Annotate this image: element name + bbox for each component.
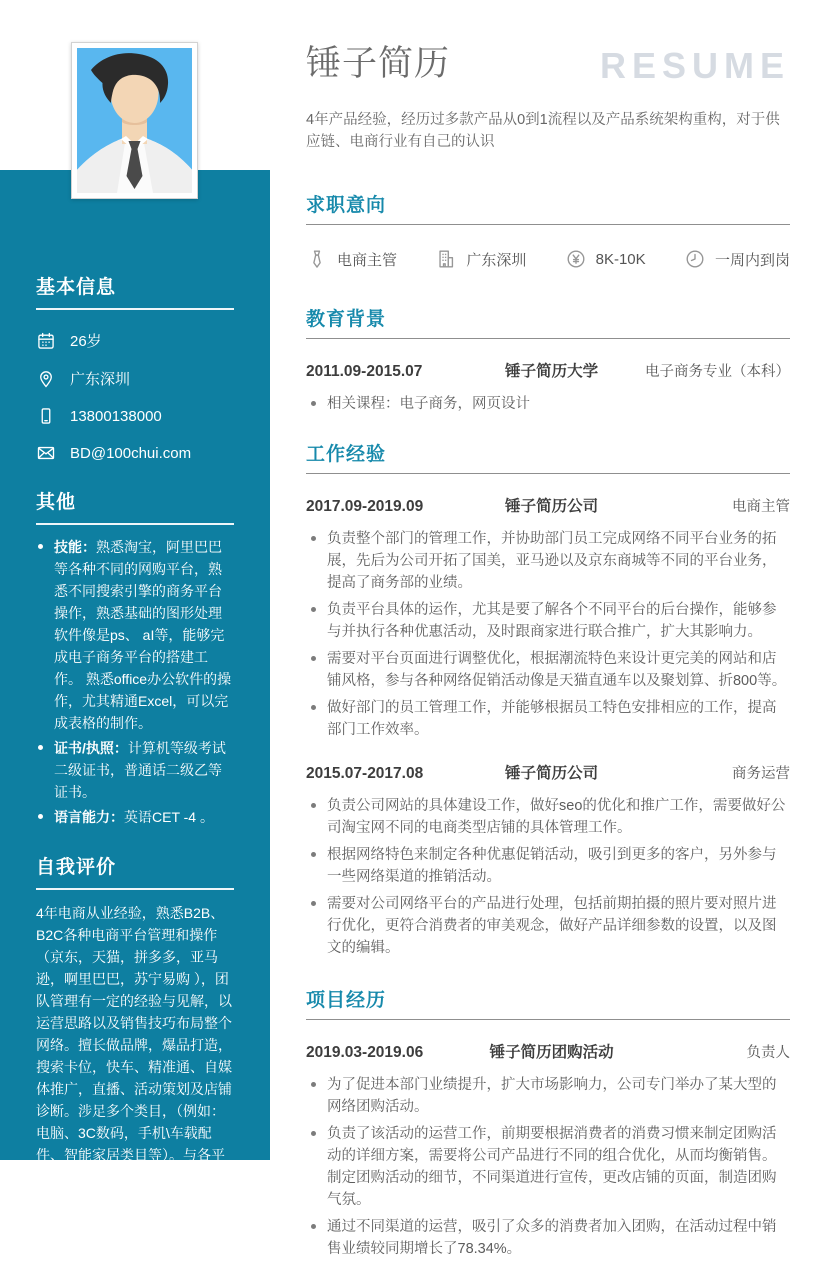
section-education [306,304,790,415]
entry-bullets [306,795,790,959]
intent-position-text: 电商主管 [337,251,398,269]
entry-major: 电子商务专业（本科） [645,364,790,380]
work-title: 工作经验 [306,439,790,474]
bullet: 负责了该活动的运营工作，前期要根据消费者的消费习惯来制定团购活动的详细方案，需要将公司产品进行不同的组合优化，从而均衡销售。制定团购活动的细节，不同渠道进行宣传，更改店铺的页面，制造团购气氛。 [306,1123,790,1211]
entry-head [306,761,790,783]
education-entry [306,359,790,415]
other-item-text: 英语CET -4 。 [124,809,214,825]
intent-salary [565,248,646,270]
resume-watermark: RESUME [599,45,790,86]
avatar [77,48,192,193]
main-column [270,0,820,1265]
project-entry [306,1040,790,1260]
self-evaluation-title: 自我评价 [36,852,234,890]
phone-icon [36,406,56,426]
entry-project-name: 锤子简历团购活动 [489,1044,614,1061]
info-item-phone [36,406,234,426]
building-icon [435,248,457,270]
tie-icon [306,248,328,270]
entry-period: 2017.09-2019.09 [306,498,424,515]
basic-info-list [36,330,234,463]
job-intent-title: 求职意向 [306,190,790,225]
other-item-label: 技能： [54,539,96,555]
entry-company: 锤子简历公司 [505,498,599,515]
other-item-text: 熟悉淘宝，阿里巴巴等各种不同的网购平台，熟悉不同搜索引擎的商务平台操作，熟悉基础的图形处理软件像是ps、 aI等，能够完成电子商务平台的搭建工作。 熟悉office办公软件的操作，尤其精通Excel，可以完成表格的制作。 [54,539,232,731]
entry-bullets [306,1074,790,1260]
entry-head [306,494,790,516]
entry-role: 电商主管 [732,499,790,515]
job-intent-row [306,248,790,270]
section-work-experience [306,439,790,959]
entry-role: 负责人 [746,1045,790,1061]
intent-city [435,248,526,270]
location-icon [36,369,56,389]
section-job-intent [306,190,790,270]
sidebar-section-other [36,487,234,828]
bullet: 负责公司网站的具体建设工作，做好seo的优化和推广工作，需要做好公司淘宝网不同的电商类型店铺的具体管理工作。 [306,795,790,839]
entry-period: 2015.07-2017.08 [306,765,424,782]
info-item-age [36,330,234,351]
intent-salary-text: 8K-10K [595,250,646,268]
mail-icon [36,443,56,463]
info-item-email [36,443,234,463]
other-list [36,536,234,828]
bullet: 负责平台具体的运作，尤其是要了解各个不同平台的后台操作，能够参与并执行各种优惠活动，及时跟商家进行联合推广，扩大其影响力。 [306,599,790,643]
info-item-location [36,368,234,389]
profile-photo [71,42,198,199]
header-row [306,46,790,84]
intent-position [306,248,397,270]
entry-role: 商务运营 [732,766,790,782]
other-item-skill [36,536,234,734]
sidebar-section-basic-info [36,272,234,463]
work-entry-1 [306,494,790,741]
project-title: 项目经历 [306,985,790,1020]
other-item-text: 计算机等级考试二级证书，普通话二级乙等证书。 [54,740,226,800]
bullet: 通过不同渠道的运营，吸引了众多的消费者加入团购，在活动过程中销售业绩较同期增长了78.34%。 [306,1216,790,1260]
email-text: BD@100chui.com [70,444,192,462]
entry-head [306,359,790,381]
entry-company: 锤子简历公司 [505,765,599,782]
location-text: 广东深圳 [70,371,131,388]
entry-bullets [306,393,790,415]
entry-period: 2011.09-2015.07 [306,363,423,380]
other-title: 其他 [36,487,234,525]
age-text: 26岁 [70,333,102,350]
basic-info-title: 基本信息 [36,272,234,310]
entry-school: 锤子简历大学 [505,363,599,380]
section-project-experience [306,985,790,1260]
education-title: 教育背景 [306,304,790,339]
sidebar-section-self-evaluation [36,852,234,1188]
bullet: 为了促进本部门业绩提升，扩大市场影响力，公司专门举办了某大型的网络团购活动。 [306,1074,790,1118]
intent-availability-text: 一周内到岗 [714,251,790,269]
intent-city-text: 广东深圳 [466,251,527,269]
other-item-language [36,806,234,828]
other-item-label: 语言能力： [54,809,124,825]
salary-icon [565,248,587,270]
bullet: 相关课程：电子商务，网页设计 [306,393,790,415]
page-title: 锤子简历 [306,44,451,83]
bullet: 需要对平台页面进行调整优化，根据潮流特色来设计更完美的网站和店铺风格，参与各种网络促销活动像是天猫直通车以及聚划算、折800等。 [306,648,790,692]
entry-bullets [306,528,790,741]
work-entry-2 [306,761,790,959]
other-item-cert [36,737,234,803]
sidebar [0,170,270,1185]
intent-availability [684,248,790,270]
phone-text: 13800138000 [70,407,162,425]
bullet: 负责整个部门的管理工作，并协助部门员工完成网络不同平台业务的拓展，先后为公司开拓了国美，亚马逊以及京东商城等不同的平台业务，提高了商务部的业绩。 [306,528,790,594]
entry-period: 2019.03-2019.06 [306,1044,424,1061]
self-evaluation-text: 4年电商从业经验，熟悉B2B、B2C各种电商平台管理和操作（京东，天猫，拼多多，亚马逊，啊里巴巴，苏宁易购 ），团队管理有一定的经验与见解，以运营思路以及销售技巧布局整个网络。擅长做品牌，爆品打造，搜索卡位，快车、精准通、自媒体推广，直播、活动策划及店铺诊断。涉足多个类目，（例如：电脑、3C数码，手机\车载配件、智能家居类目等）。与各平台对接小二关系良好。 [36,905,232,1185]
bullet: 需要对公司网络平台的产品进行处理，包括前期拍摄的照片要对照片进行优化，更符合消费者的审美观念，做好产品详细参数的设置，以及图文的编辑。 [306,893,790,959]
profile-summary: 4年产品经验，经历过多款产品从0到1流程以及产品系统架构重构，对于供应链、电商行业有自己的认识 [306,112,780,150]
other-item-label: 证书/执照： [54,740,128,756]
clock-icon [684,248,706,270]
calendar-icon [36,331,56,351]
bullet: 根据网络特色来制定各种优惠促销活动，吸引到更多的客户，另外参与一些网络渠道的推销活动。 [306,844,790,888]
entry-head [306,1040,790,1062]
bullet: 做好部门的员工管理工作，并能够根据员工特色安排相应的工作，提高部门工作效率。 [306,697,790,741]
